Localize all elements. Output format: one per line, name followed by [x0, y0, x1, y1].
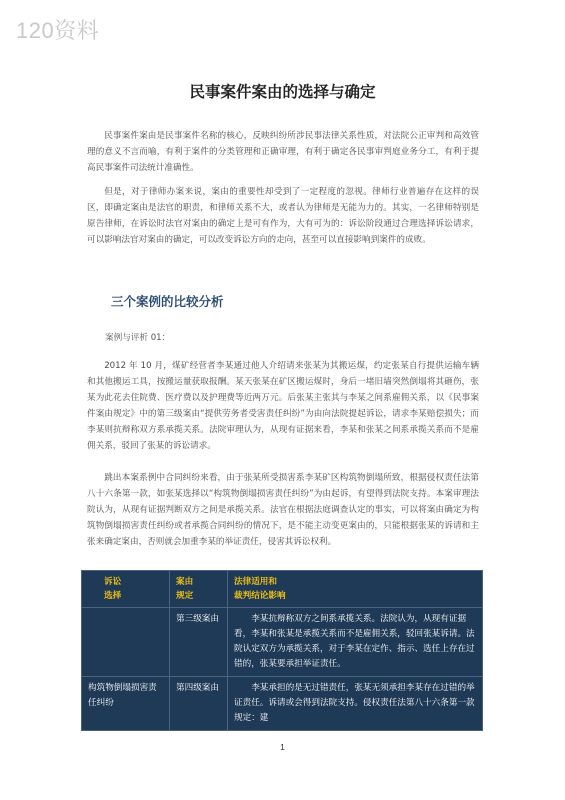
header-litigation-choice: 诉讼 选择: [82, 571, 170, 608]
table-cell-impact: 李某承担的是无过错责任，张某无须承担李某存在过错的举证责任。诉请或会得到法院支持。侵权责任法第八十六条第一款规定：建: [228, 677, 483, 731]
table-cell-level: 第四级案由: [170, 677, 228, 731]
page-title: 民事案件案由的选择与确定: [189, 83, 376, 101]
table-cell-choice: 构筑物倒塌损害责任纠纷: [82, 677, 170, 731]
case-comparison-table: [81, 570, 483, 731]
table-row: [82, 677, 483, 731]
page-number: 1: [280, 742, 285, 752]
header-cause-rule: 案由 规定: [170, 571, 228, 608]
table-cell-choice: [82, 608, 170, 677]
case-paragraph-2: 跳出本案系例中合同纠纷来看，由于张某所受损害系李某矿区构筑物倒塌所致，根据侵权责任法第八十六条第一款，如张某选择以“构筑物倒塌损害责任纠纷”为由起诉，有望得到法院支持。本案审理法院认为，从现有证据判断双方之间是承揽关系。法官在根据法庭调查认定的事实，可以将案由确定为构筑物倒塌损害责任纠纷或者承揽合同纠纷的情况下，是不能主动变更案由的，只能根据张某的诉请和主张来确定案由，否则就会加重李某的举证责任，侵害其诉讼权利。: [87, 473, 479, 547]
case-paragraph-1: 2012 年 10 月，煤矿经营者李某通过他人介绍请来张某为其搬运煤，约定张某自行提供运输车辆和其他搬运工具，按搬运量获取报酬。某天张某在矿区搬运煤时，身后一堵旧墙突然倒塌将其砸伤，张某为此花去住院费、医疗费以及护理费等近两万元。后张某主张其与李某之间系雇佣关系，以《民事案件案由规定》中的第三级案由“提供劳务者受害责任纠纷”为由向法院提起诉讼，请求李某赔偿损失；而李某则抗辩称双方系承揽关系。法院审理认为，从现有证据来看，李某和张某之间系承揽关系而不是雇佣关系，驳回了张某的诉讼请求。: [87, 361, 479, 451]
section-heading: 三个案例的比较分析: [111, 294, 224, 309]
intro-paragraph-2: 但是，对于律师办案来说，案由的重要性却受到了一定程度的忽视。律师行业普遍存在这样的误区，即确定案由是法官的职责，和律师关系不大，或者认为律师是无能为力的。其实，一名律师特别是原告律师，在诉讼时法官对案由的确定上是可有作为，大有可为的：诉讼阶段通过合理选择诉讼请求，可以影响法官对案由的确定，可以改变诉讼方向的走向，甚至可以直接影响到案件的成败。: [87, 187, 479, 245]
table-header-row: [82, 571, 483, 608]
table-cell-impact: 李某抗辩称双方之间系承揽关系。法院认为，从现有证据看，李某和张某是承揽关系而不是雇佣关系，驳回张某诉请。法院认定双方为承揽关系，对于李某在定作、指示、选任上存在过错的，张某要承担举证责任。: [228, 608, 483, 677]
watermark: 120资料: [16, 18, 100, 43]
header-legal-impact: 法律适用和 裁判结论影响: [228, 571, 483, 608]
table-row: [82, 608, 483, 677]
intro-paragraph-1: 民事案件案由是民事案件名称的核心，反映纠纷所涉民事法律关系性质，对法院公正审判和高效管理的意义不言而喻，有利于案件的分类管理和正确审理，有利于确定各民事审判庭业务分工，有利于提高民事案件司法统计准确性。: [87, 131, 479, 173]
case-label: 案例与评析 01：: [105, 333, 171, 343]
table-cell-level: 第三级案由: [170, 608, 228, 677]
